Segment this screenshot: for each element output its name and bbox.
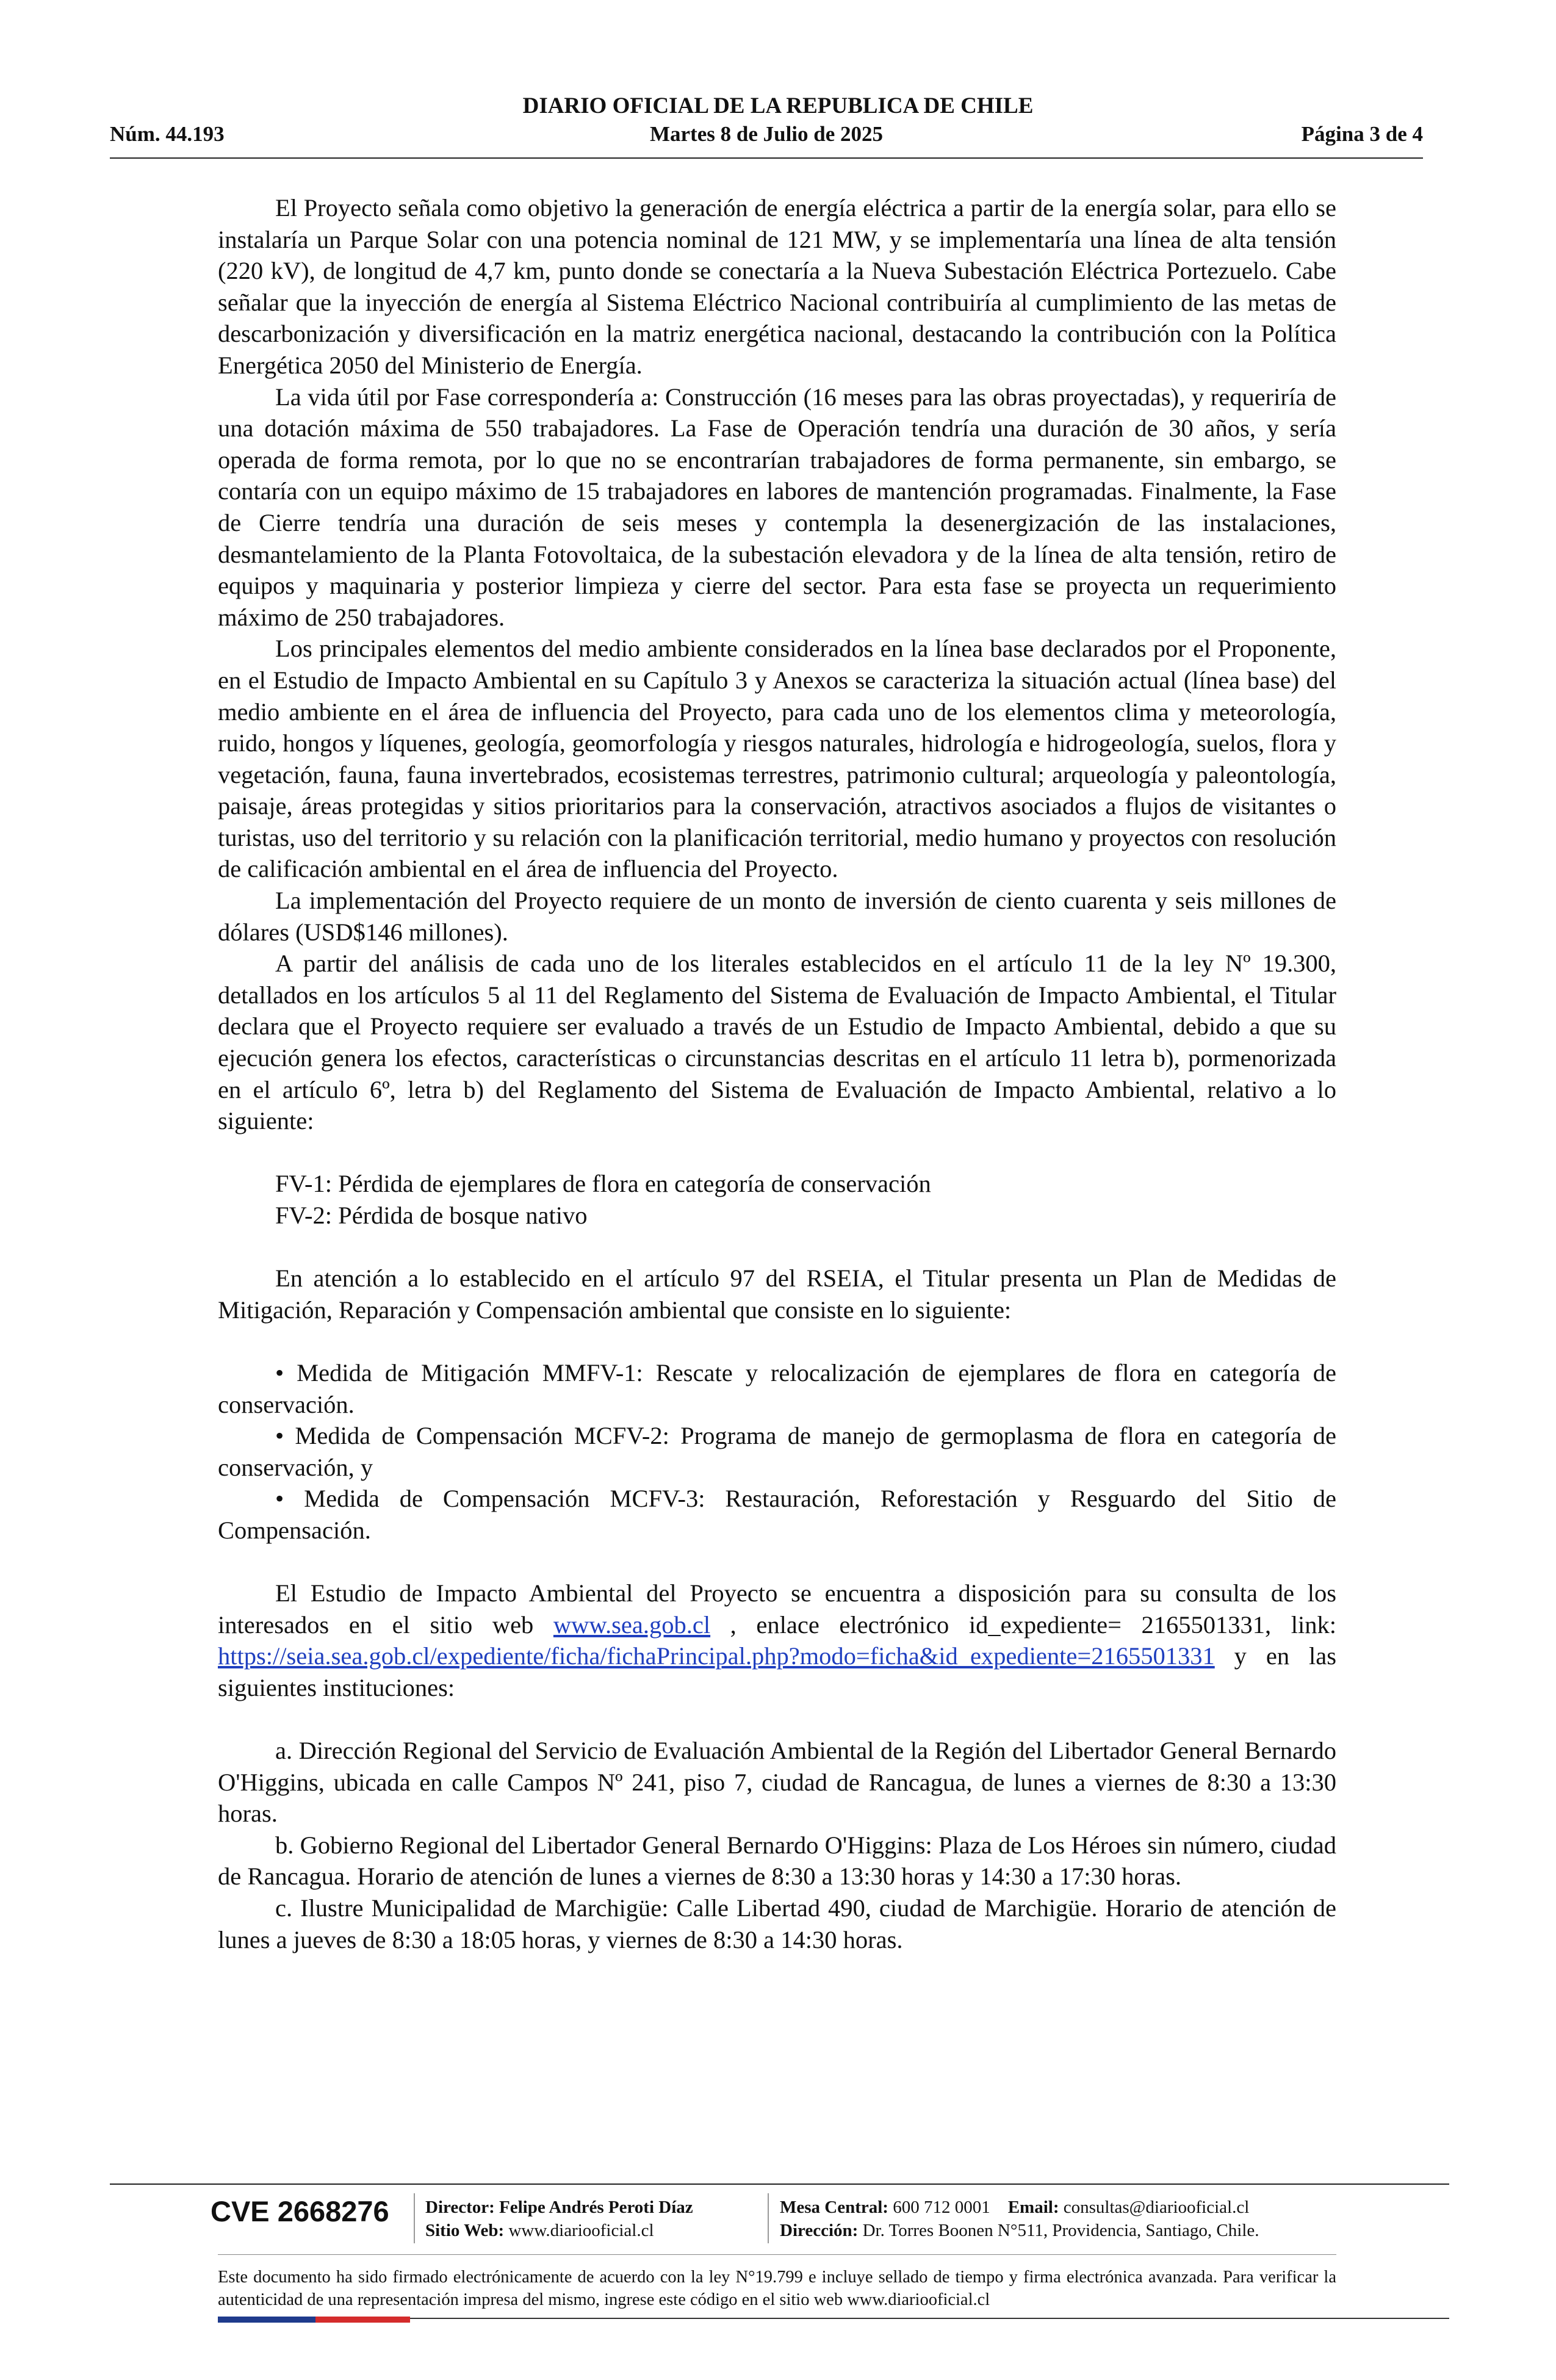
institution-b: b. Gobierno Regional del Libertador General Bernardo O'Higgins: Plaza de Los Héroes sin número, ciudad de Rancagua. Horario de atención de lunes a viernes de 8:30 a 13:30 horas y 14:30 a 17:30 horas.: [218, 1831, 1336, 1891]
paragraph-analysis: A partir del análisis de cada uno de los literales establecidos en el artículo 11 de la ley Nº 19.300, detallados en los artículos 5 al 11 del Reglamento del Sistema de Evaluación de Impacto Ambiental, el Titular declara que el Proyecto requiere ser evaluado a través de un Estudio de Impacto Ambiental, debido a que su ejecución genera los efectos, características o circunstancias descritas en el artículo 11 letra b), pormenorizada en el artículo 6º, letra b) del Reglamento del Sistema de Evaluación de Impacto Ambiental, relativo a lo siguiente:: [218, 950, 1336, 1135]
paragraph-measures-intro: En atención a lo establecido en el artículo 97 del RSEIA, el Titular presenta un Plan de Medidas de Mitigación, Reparación y Compensación ambiental que consiste en lo siguiente:: [218, 1264, 1336, 1324]
footer-separator: [768, 2193, 769, 2243]
director-name: Felipe Andrés Peroti Díaz: [499, 2198, 693, 2217]
paragraph-availability: [218, 1578, 1336, 1703]
newspaper-title: DIARIO OFICIAL DE LA REPUBLICA DE CHILE: [522, 93, 1034, 118]
address-label: Dirección:: [780, 2221, 859, 2240]
paragraph-objective: El Proyecto señala como objetivo la generación de energía eléctrica a partir de la energía solar, para ello se instalaría un Parque Solar con una potencia nominal de 121 MW, y se implementaría una línea de alta tensión (220 kV), de longitud de 4,7 km, punto donde se conectaría a la Nueva Subestación Eléctrica Portezuelo. Cabe señalar que la inyección de energía al Sistema Eléctrico Nacional contribuiría al cumplimiento de las metas de descarbonización y diversificación en la matriz energética nacional, destacando la contribución con la Política Energética 2050 del Ministerio de Energía.: [218, 194, 1336, 379]
paragraph-baseline: Los principales elementos del medio ambiente considerados en la línea base declarados por el Proponente, en el Estudio de Impacto Ambiental en su Capítulo 3 y Anexos se caracteriza la situación actual (línea base) del medio ambiente en el área de influencia del Proyecto, para cada uno de los elementos clima y meteorología, ruido, hongos y líquenes, geología, geomorfología y riesgos naturales, hidrología e hidrogeología, suelos, flora y vegetación, fauna, fauna invertebrados, ecosistemas terrestres, patrimonio cultural; arqueología y paleontología, paisaje, áreas protegidas y sitios prioritarios para la conservación, atractivos asociados a flujos de visitantes o turistas, uso del territorio y su relación con la planificación territorial, medio humano y proyectos con resolución de calificación ambiental en el área de influencia del Proyecto.: [218, 635, 1336, 883]
measure-mmfv1: • Medida de Mitigación MMFV-1: Rescate y relocalización de ejemplares de flora en categoría de conservación.: [218, 1358, 1336, 1418]
effect-fv1: FV-1: Pérdida de ejemplares de flora en categoría de conservación: [275, 1170, 931, 1198]
measure-mcfv3: • Medida de Compensación MCFV-3: Restauración, Reforestación y Resguardo del Sitio de Compensación.: [218, 1485, 1336, 1544]
availability-text-a: El Estudio de Impacto Ambiental del Proyecto se encuentra a disposición para su consulta de los interesados en el sitio web: [218, 1579, 1336, 1639]
email-value[interactable]: consultas@diariooficial.cl: [1063, 2198, 1250, 2217]
footer-director-block: [425, 2196, 693, 2242]
page-indicator: Página 3 de 4: [1301, 122, 1423, 146]
document-body: [218, 192, 1336, 1955]
phone-label: Mesa Central:: [780, 2198, 888, 2217]
issue-date: Martes 8 de Julio de 2025: [649, 122, 884, 146]
availability-text-b: , enlace electrónico id_expediente= 2165501331, link:: [710, 1610, 1336, 1639]
signature-note: Este documento ha sido firmado electrónicamente de acuerdo con la ley N°19.799 e incluye sellado de tiempo y firma electrónica avanzada. Para verificar la autenticidad de una representación impresa del mismo, ingrese este código en el sitio web www.diariooficial.cl: [218, 2268, 1336, 2309]
footer-divider: [110, 2183, 1449, 2185]
header-divider: [110, 157, 1423, 159]
address-value: Dr. Torres Boonen N°511, Providencia, Santiago, Chile.: [862, 2221, 1259, 2240]
phone-value: 600 712 0001: [893, 2198, 990, 2217]
paragraph-phases: La vida útil por Fase correspondería a: Construcción (16 meses para las obras proyectadas), y requeriría de una dotación máxima de 550 trabajadores. La Fase de Operación tendría una duración de 30 años, y sería operada de forma remota, por lo que no se encontrarían trabajadores de forma permanente, sin embargo, se contaría con un equipo máximo de 15 trabajadores en labores de mantención programadas. Finalmente, la Fase de Cierre tendría una duración de seis meses y contempla la desenergización de las instalaciones, desmantelamiento de la Planta Fotovoltaica, de la subestación elevadora y de la línea de alta tensión, retiro de equipos y maquinaria y posterior limpieza y cierre del sector. Para esta fase se proyecta un requerimiento máximo de 250 trabajadores.: [218, 383, 1336, 631]
institution-c: c. Ilustre Municipalidad de Marchigüe: Calle Libertad 490, ciudad de Marchigüe. Horario de atención de lunes a jueves de 8:30 a 18:05 horas, y viernes de 8:30 a 14:30 horas.: [218, 1894, 1336, 1953]
paragraph-investment: La implementación del Proyecto requiere de un monto de inversión de ciento cuarenta y seis millones de dólares (USD$146 millones).: [218, 887, 1336, 946]
footer-thin-divider: [218, 2254, 1336, 2255]
cve-code: CVE 2668276: [211, 2195, 389, 2227]
issue-number: Núm. 44.193: [110, 122, 225, 146]
flag-stripe-blue: [218, 2317, 315, 2323]
sea-website-link[interactable]: www.sea.gob.cl: [553, 1610, 711, 1639]
measure-mcfv2: • Medida de Compensación MCFV-2: Programa de manejo de germoplasma de flora en categoría de conservación, y: [218, 1422, 1336, 1481]
footer-separator: [414, 2193, 415, 2243]
effect-fv2: FV-2: Pérdida de bosque nativo: [275, 1202, 588, 1229]
website-value[interactable]: www.diariooficial.cl: [508, 2221, 654, 2240]
institution-a: a. Dirección Regional del Servicio de Evaluación Ambiental de la Región del Libertador General Bernardo O'Higgins, ubicada en calle Campos Nº 241, piso 7, ciudad de Rancagua, de lunes a viernes de 8:30 a 13:30 horas.: [218, 1737, 1336, 1828]
availability-text-c: y en las siguientes instituciones:: [218, 1642, 1336, 1701]
director-label: Director:: [425, 2198, 495, 2217]
expediente-link[interactable]: https://seia.sea.gob.cl/expediente/ficha/fichaPrincipal.php?modo=ficha&id_expediente=2165501331: [218, 1642, 1215, 1670]
flag-stripe-red: [315, 2317, 410, 2323]
website-label: Sitio Web:: [425, 2221, 505, 2240]
email-label: Email:: [1007, 2198, 1059, 2217]
footer-contact-block: [780, 2196, 1259, 2242]
